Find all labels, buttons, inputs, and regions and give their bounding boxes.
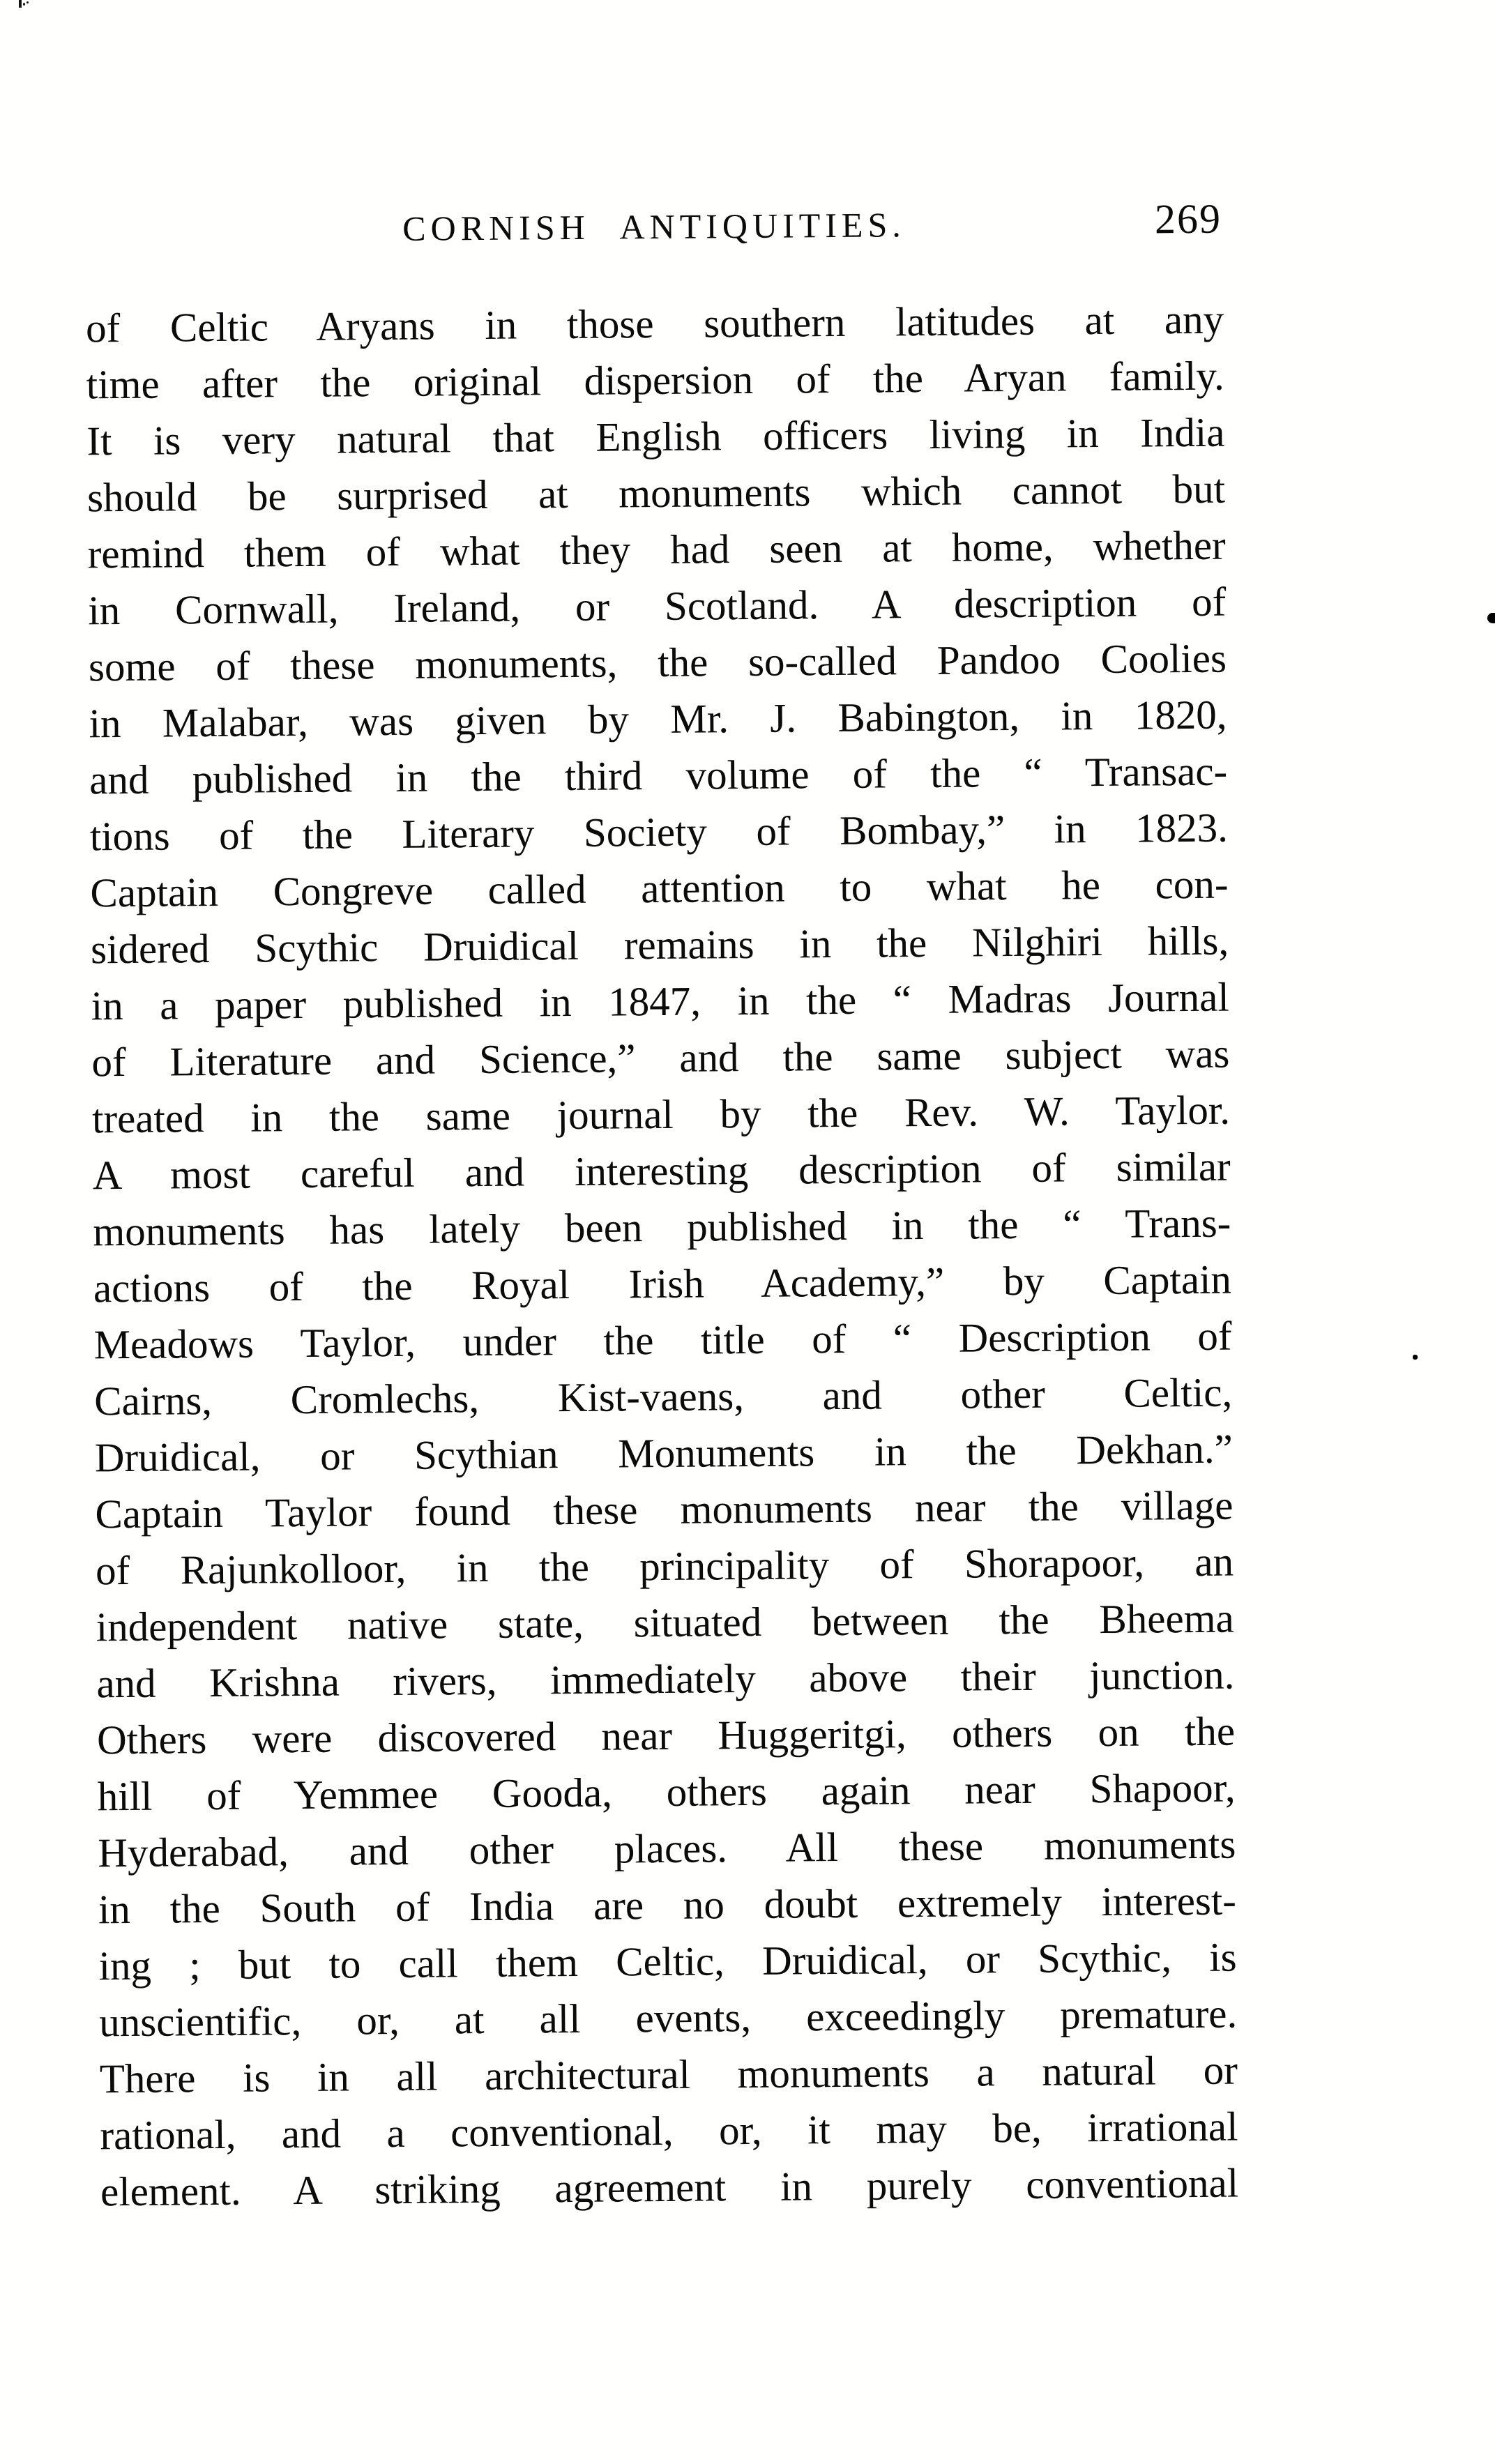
text-line: Druidical, or Scythian Monuments in the Dekhan.” — [94, 1425, 1234, 1481]
text-line: tions of the Literary Society of Bombay,” in 1823. — [89, 804, 1229, 860]
text-line: Others were discovered near Huggeritgi, others on the — [96, 1708, 1236, 1763]
text-line: actions of the Royal Irish Academy,” by Captain — [93, 1256, 1232, 1311]
text-line: and published in the third volume of the “ Transac- — [89, 747, 1228, 803]
text-line: Meadows Taylor, under the title of “ Description of — [93, 1312, 1232, 1368]
text-line: monuments has lately been published in the “ Trans- — [93, 1199, 1231, 1255]
text-line: Captain Taylor found these monuments near the village — [95, 1482, 1234, 1537]
ink-speck — [1487, 613, 1495, 623]
ink-speck — [23, 3, 25, 6]
text-line: of Celtic Aryans in those southern latitudes at any — [85, 296, 1224, 351]
text-line: some of these monuments, the so-called Pandoo Coolies — [88, 634, 1227, 690]
text-line: element. A striking agreement in purely conventional — [100, 2159, 1239, 2215]
text-line: A most careful and interesting description of similar — [92, 1143, 1231, 1199]
text-line: in Cornwall, Ireland, or Scotland. A description of — [88, 578, 1227, 634]
text-line: in Malabar, was given by Mr. J. Babington, in 1820, — [89, 691, 1227, 747]
text-line: remind them of what they had seen at home, whether — [87, 522, 1226, 577]
text-line: rational, and a conventional, or, it may be, irrational — [100, 2103, 1238, 2159]
page-content — [83, 0, 1240, 2464]
text-line: and Krishna rivers, immediately above their junction. — [96, 1651, 1235, 1707]
text-line: ing ; but to call them Celtic, Druidical, or Scythic, is — [98, 1933, 1237, 1989]
running-header — [85, 195, 1223, 256]
text-line: hill of Yemmee Gooda, others again near Shapoor, — [97, 1764, 1236, 1820]
text-line: unscientific, or, at all events, exceedingly premature. — [98, 1990, 1238, 2046]
text-line: of Literature and Science,” and the same subject was — [91, 1030, 1230, 1086]
text-line: Captain Congreve called attention to what he con- — [90, 860, 1229, 916]
text-line: independent native state, situated between the Bheema — [96, 1595, 1234, 1650]
text-line: time after the original dispersion of the Aryan family. — [86, 352, 1224, 408]
ink-speck — [26, 1, 29, 3]
text-line: in the South of India are no doubt extremely interest- — [98, 1877, 1237, 1933]
body-text-block — [86, 291, 1239, 2221]
running-header-title: CORNISH ANTIQUITIES. — [402, 205, 906, 248]
text-line: in a paper published in 1847, in the “ Madras Journal — [91, 973, 1229, 1029]
text-line: sidered Scythic Druidical remains in the Nilghiri hills, — [90, 917, 1229, 973]
text-line: treated in the same journal by the Rev. W. Taylor. — [91, 1086, 1231, 1142]
ink-speck — [1413, 1355, 1418, 1360]
text-line: Cairns, Cromlechs, Kist-vaens, and other Celtic, — [93, 1369, 1233, 1424]
ink-speck — [19, 0, 22, 8]
page-number: 269 — [1154, 195, 1222, 243]
text-line: It is very natural that English officers living in India — [86, 409, 1225, 464]
text-line: of Rajunkolloor, in the principality of Shorapoor, an — [95, 1538, 1234, 1594]
text-line: Hyderabad, and other places. All these monuments — [98, 1820, 1236, 1876]
text-line: should be surprised at monuments which cannot but — [86, 465, 1226, 521]
text-line: There is in all architectural monuments a natural or — [99, 2046, 1238, 2102]
